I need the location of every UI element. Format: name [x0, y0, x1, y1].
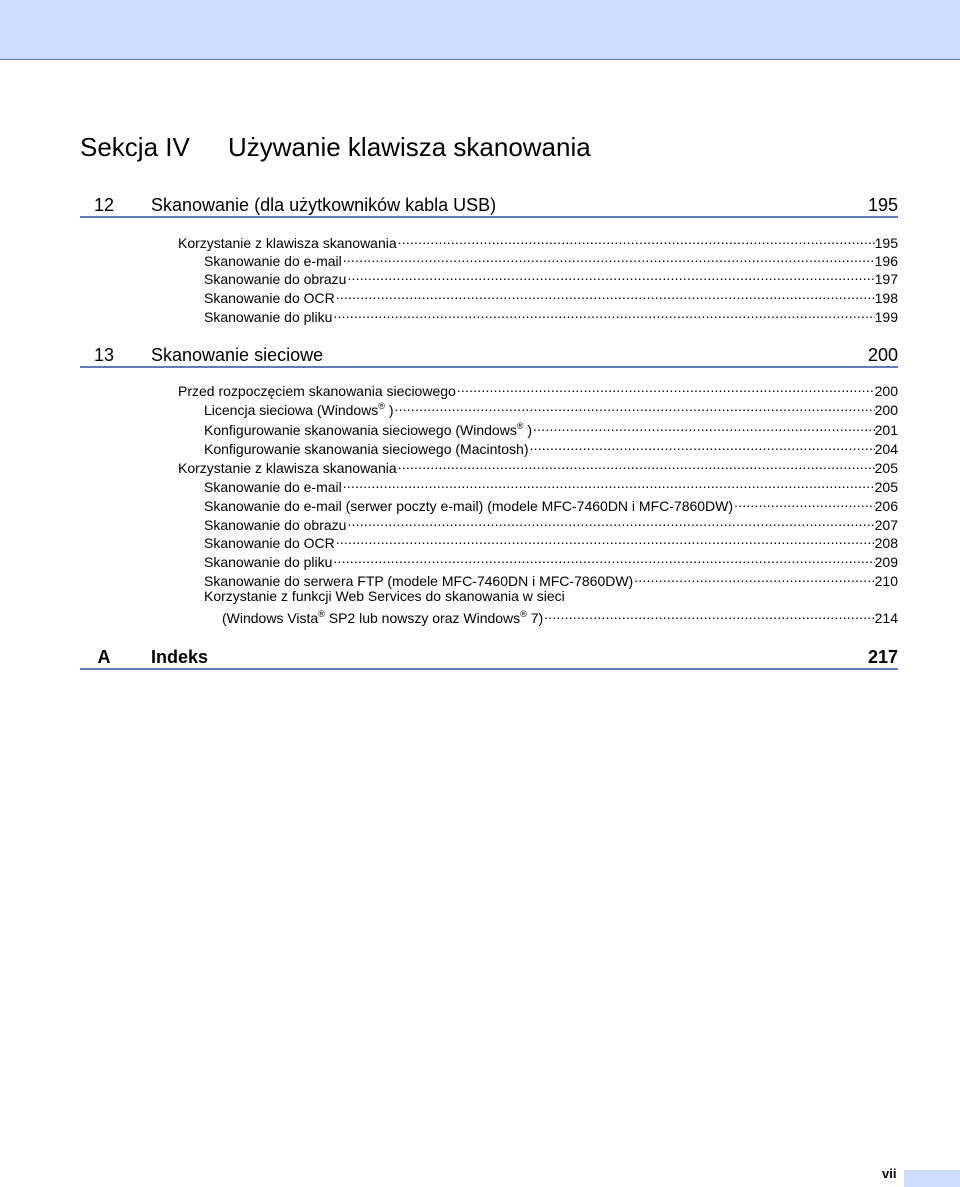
toc-entry-page: 208: [874, 535, 898, 551]
leader-dots: [346, 266, 874, 284]
toc-entry-text: Korzystanie z klawisza skanowania: [178, 235, 397, 251]
chapter-page: 217: [867, 647, 898, 667]
toc-entry-page: 199: [874, 309, 898, 325]
leader-dots: [733, 493, 875, 511]
toc-entry[interactable]: [204, 285, 898, 306]
toc-appendix-a[interactable]: [80, 646, 898, 670]
toc-entry-page: 206: [874, 498, 898, 514]
toc-entry[interactable]: [204, 493, 898, 514]
toc-entry[interactable]: [204, 397, 898, 418]
toc-entry-text: Skanowanie do OCR: [204, 290, 335, 306]
leader-dots: [529, 436, 875, 454]
toc-entry-page: 205: [874, 460, 898, 476]
toc-entry[interactable]: [204, 266, 898, 287]
registered-mark: ®: [520, 609, 527, 619]
toc-entry-text: Skanowanie do e-mail: [204, 253, 342, 269]
chapter-page: 195: [867, 195, 898, 215]
leader-dots: [633, 568, 874, 586]
toc-entry[interactable]: [178, 378, 898, 399]
chapter-title: Skanowanie (dla użytkowników kabla USB): [151, 195, 497, 215]
toc-entry[interactable]: [204, 512, 898, 533]
page-number: vii: [882, 1166, 897, 1181]
leader-dots: [456, 378, 875, 396]
toc-entry-text: Skanowanie do e-mail (serwer poczty e-mail) (modele MFC-7460DN i MFC-7860DW): [204, 498, 734, 514]
toc-entry[interactable]: [222, 605, 898, 626]
leader-dots: [332, 549, 874, 567]
chapter-number: A: [97, 647, 111, 667]
leader-dots: [335, 530, 875, 548]
toc-entry-text: Skanowanie do serwera FTP (modele MFC-7460DN i MFC-7860DW): [204, 573, 634, 589]
toc-entry-page: 214: [874, 610, 898, 626]
toc-entry-text: Korzystanie z klawisza skanowania: [178, 460, 397, 476]
toc-chapter-12[interactable]: [80, 194, 898, 218]
registered-mark: ®: [516, 421, 524, 431]
toc-entry-text: Konfigurowanie skanowania sieciowego (Windows® ): [204, 421, 533, 438]
leader-dots: [532, 417, 875, 435]
header-band: [0, 0, 960, 60]
toc-chapter-13[interactable]: [80, 344, 898, 368]
section-label: Sekcja IV: [80, 132, 190, 162]
leader-dots: [397, 230, 875, 248]
toc-entry-page: 209: [874, 554, 898, 570]
leader-dots: [346, 512, 874, 530]
section-name: Używanie klawisza skanowania: [228, 132, 591, 162]
registered-mark: ®: [318, 609, 325, 619]
leader-dots: [342, 474, 875, 492]
toc-entry-page: 200: [874, 383, 898, 399]
toc-entry[interactable]: [204, 474, 898, 495]
leader-dots: [543, 605, 874, 623]
toc-entry[interactable]: [178, 230, 898, 251]
toc-entry[interactable]: [204, 549, 898, 570]
leader-dots: [335, 285, 875, 303]
toc-entry-page: 197: [874, 271, 898, 287]
toc-entry-page: 198: [874, 290, 898, 306]
toc-entry-text: Konfigurowanie skanowania sieciowego (Macintosh): [204, 441, 529, 457]
section-title: [80, 132, 591, 163]
toc-entry-page: 210: [874, 573, 898, 589]
toc-entry[interactable]: [204, 568, 898, 589]
toc-entry-page: 204: [874, 441, 898, 457]
footer-tab: [904, 1170, 960, 1187]
toc-entry[interactable]: [204, 304, 898, 325]
toc-entry[interactable]: [204, 248, 898, 269]
toc-entry-page: 200: [874, 402, 898, 418]
chapter-number: 12: [93, 195, 115, 215]
chapter-title: Indeks: [151, 647, 209, 667]
toc-entry-text: Skanowanie do OCR: [204, 535, 335, 551]
chapter-number: 13: [93, 345, 115, 365]
toc-entry[interactable]: [204, 417, 898, 438]
toc-entry[interactable]: [204, 436, 898, 457]
toc-entry-text: Przed rozpoczęciem skanowania sieciowego: [178, 383, 456, 399]
toc-entry-text: Skanowanie do pliku: [204, 309, 333, 325]
toc-entry[interactable]: [178, 455, 898, 476]
leader-dots: [397, 455, 875, 473]
toc-entry-text: (Windows Vista® SP2 lub nowszy oraz Windows® 7): [222, 609, 544, 626]
toc-entry-text: Skanowanie do pliku: [204, 554, 333, 570]
chapter-page: 200: [867, 345, 898, 365]
toc-entry-page: 196: [874, 253, 898, 269]
toc-entry-text: Skanowanie do obrazu: [204, 271, 347, 287]
chapter-title: Skanowanie sieciowe: [151, 345, 324, 365]
toc-entry-text: Licencja sieciowa (Windows® ): [204, 401, 394, 418]
toc-entry-page: 201: [874, 422, 898, 438]
toc-entry[interactable]: [204, 530, 898, 551]
toc-entry-text: Skanowanie do obrazu: [204, 517, 347, 533]
toc-entry-first-line[interactable]: Korzystanie z funkcji Web Services do skanowania w sieci: [204, 588, 565, 604]
leader-dots: [332, 304, 874, 322]
toc-entry-page: 207: [874, 517, 898, 533]
registered-mark: ®: [378, 401, 385, 411]
toc-entry-page: 205: [874, 479, 898, 495]
leader-dots: [394, 397, 875, 415]
leader-dots: [342, 248, 875, 266]
toc-entry-text: Skanowanie do e-mail: [204, 479, 342, 495]
toc-entry-page: 195: [874, 235, 898, 251]
